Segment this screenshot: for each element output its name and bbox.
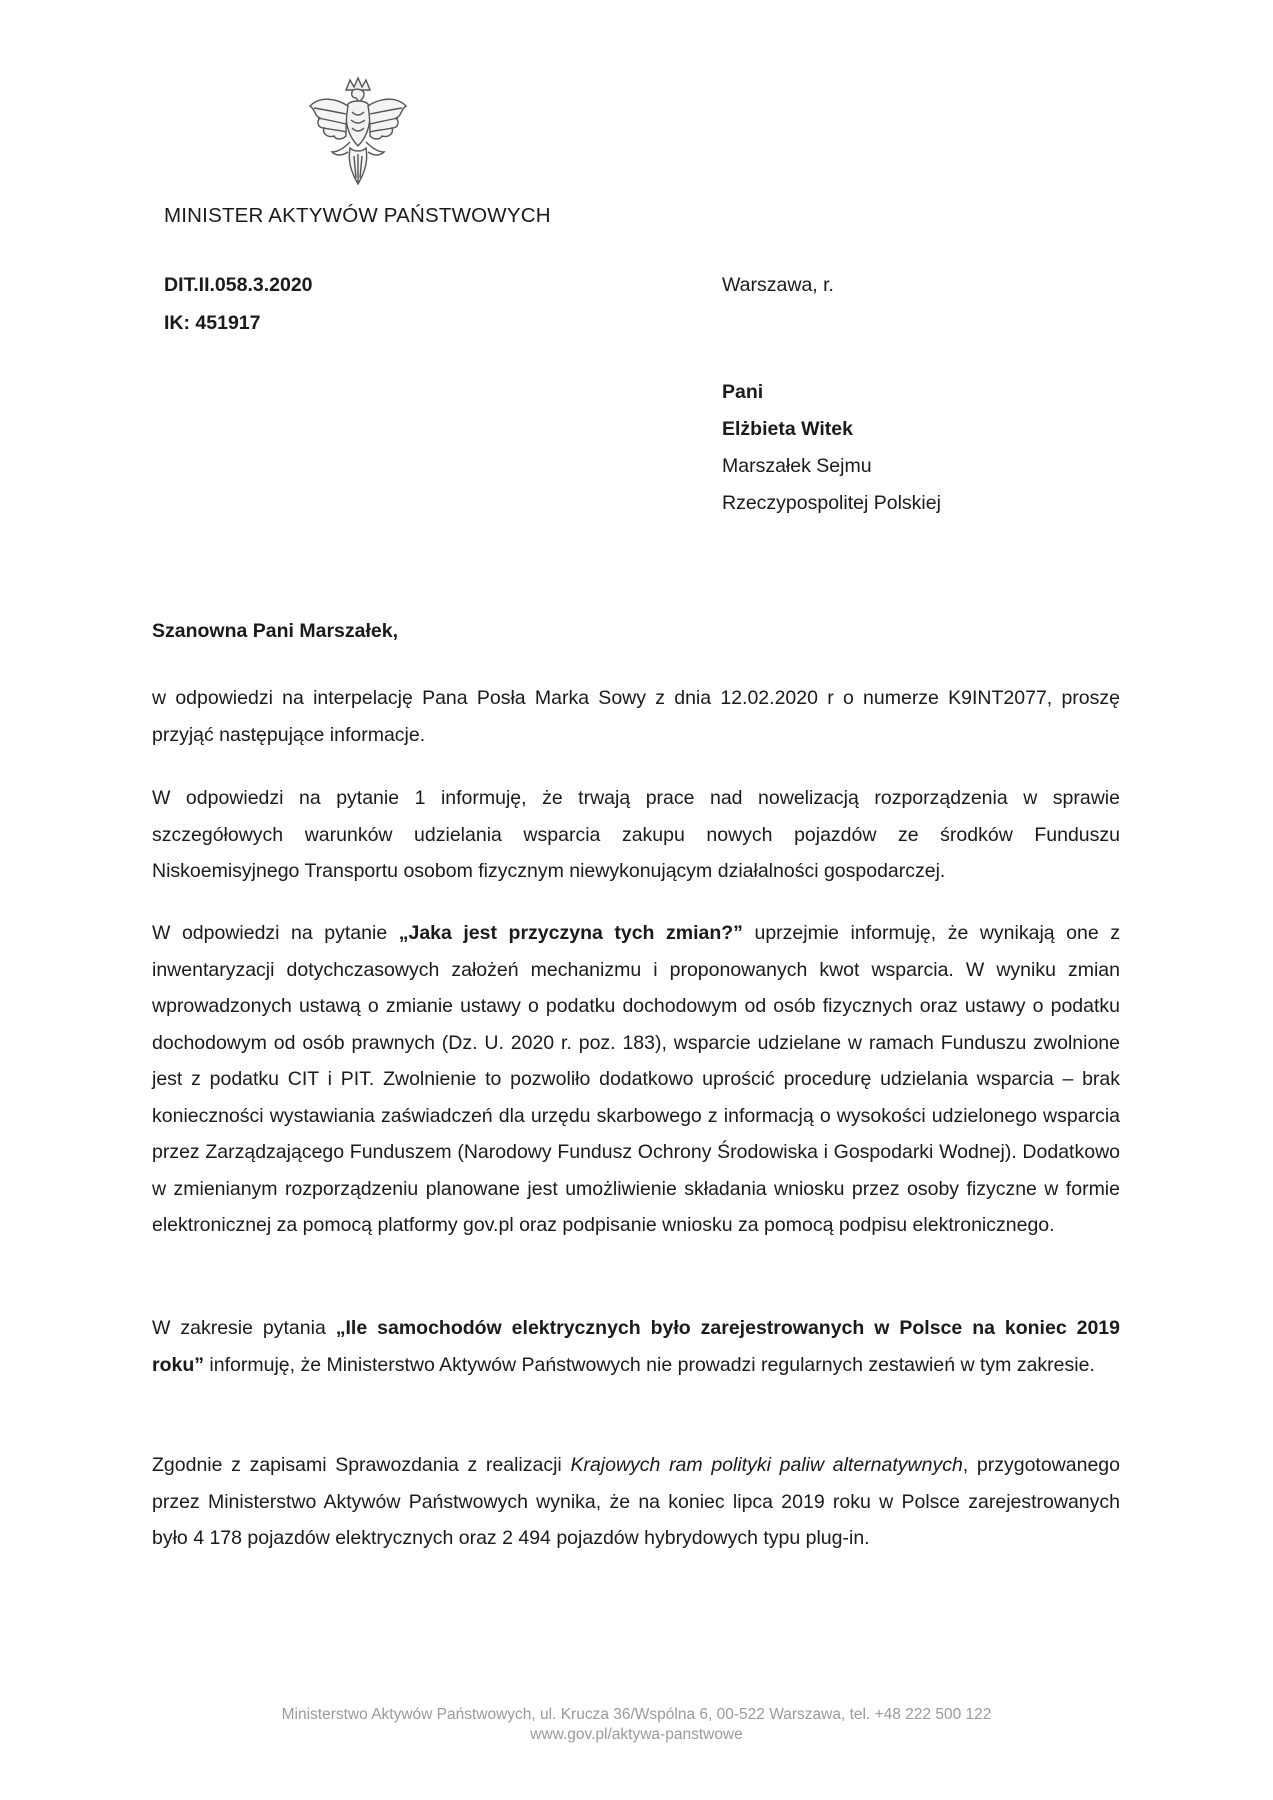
eagle-emblem-icon	[306, 76, 410, 188]
ik-number: IK: 451917	[164, 312, 261, 334]
footer-website: www.gov.pl/aktywa-panstwowe	[530, 1726, 743, 1743]
addressee-position: Marszałek Sejmu	[722, 455, 872, 477]
case-number: DIT.II.058.3.2020	[164, 274, 313, 296]
salutation: Szanowna Pani Marszałek,	[152, 620, 399, 642]
paragraph-5-body: , przygotowanego przez Ministerstwo Aktywów Państwowych wynika, że na koniec lipca 2019 roku w Polsce zarejestrowanych było 4 178 pojazdów elektrycznych oraz 2 494 pojazdów hybrydowych typu plug-in.	[152, 1454, 1120, 1549]
addressee-title: Pani	[722, 381, 764, 403]
place-date: Warszawa, r.	[722, 274, 834, 296]
addressee-block	[722, 374, 941, 522]
paragraph-5-intro: Zgodnie z zapisami Sprawozdania z realizacji	[152, 1454, 571, 1476]
paragraph-3-intro: W odpowiedzi na pytanie	[152, 922, 399, 944]
footer-address: Ministerstwo Aktywów Państwowych, ul. Krucza 36/Wspólna 6, 00-522 Warszawa, tel. +48 222 500 122	[281, 1706, 992, 1723]
paragraph-5-report-title: Krajowych ram polityki paliw alternatywnych	[570, 1454, 963, 1476]
paragraph-3-body: uprzejmie informuję, że wynikają one z inwentaryzacji dotychczasowych założeń mechanizmu i proponowanych kwot wsparcia. W wyniku zmian wprowadzonych ustawą o zmianie ustawy o podatku dochodowym od osób fizycznych oraz ustawy o podatku dochodowym od osób prawnych (Dz. U. 2020 r. poz. 183), wsparcie udzielane w ramach Funduszu zwolnione jest z podatku CIT i PIT. Zwolnienie to pozwoliło dodatkowo uprościć procedurę udzielania wsparcia – brak konieczności wystawiania zaświadczeń dla urzędu skarbowego z informacją o wysokości udzielonego wsparcia przez Zarządzającego Funduszem (Narodowy Fundusz Ochrony Środowiska i Gospodarki Wodnej). Dodatkowo w zmienianym rozporządzeniu planowane jest umożliwienie składania wniosku przez osoby fizyczne w formie elektronicznej za pomocą platformy gov.pl oraz podpisanie wniosku za pomocą podpisu elektronicznego.	[152, 922, 1120, 1236]
reference-block	[164, 266, 313, 342]
paragraph-3	[152, 915, 1120, 1244]
paragraph-5	[152, 1447, 1120, 1557]
paragraph-2: W odpowiedzi na pytanie 1 informuję, że trwają prace nad nowelizacją rozporządzenia w sprawie szczegółowych warunków udzielania wsparcia zakupu nowych pojazdów ze środków Funduszu Niskoemisyjnego Transportu osobom fizycznym niewykonującym działalności gospodarczej.	[152, 787, 1120, 882]
ministry-name: MINISTER AKTYWÓW PAŃSTWOWYCH	[164, 204, 551, 227]
paragraph-4-question: „Ile samochodów elektrycznych było zarejestrowanych w Polsce na koniec 2019 roku”	[152, 1317, 1120, 1376]
paragraph-1: w odpowiedzi na interpelację Pana Posła Marka Sowy z dnia 12.02.2020 r o numerze K9INT2077, proszę przyjąć następujące informacje.	[152, 687, 1120, 746]
paragraph-4-body: informuję, że Ministerstwo Aktywów Państwowych nie prowadzi regularnych zestawień w tym zakresie.	[204, 1353, 1095, 1376]
footer	[0, 1705, 1273, 1745]
paragraph-4	[152, 1310, 1120, 1383]
addressee-institution: Rzeczypospolitej Polskiej	[722, 492, 941, 514]
paragraph-3-question: „Jaka jest przyczyna tych zmian?”	[398, 922, 743, 944]
paragraph-4-intro: W zakresie pytania	[152, 1317, 336, 1339]
addressee-name: Elżbieta Witek	[722, 418, 853, 440]
